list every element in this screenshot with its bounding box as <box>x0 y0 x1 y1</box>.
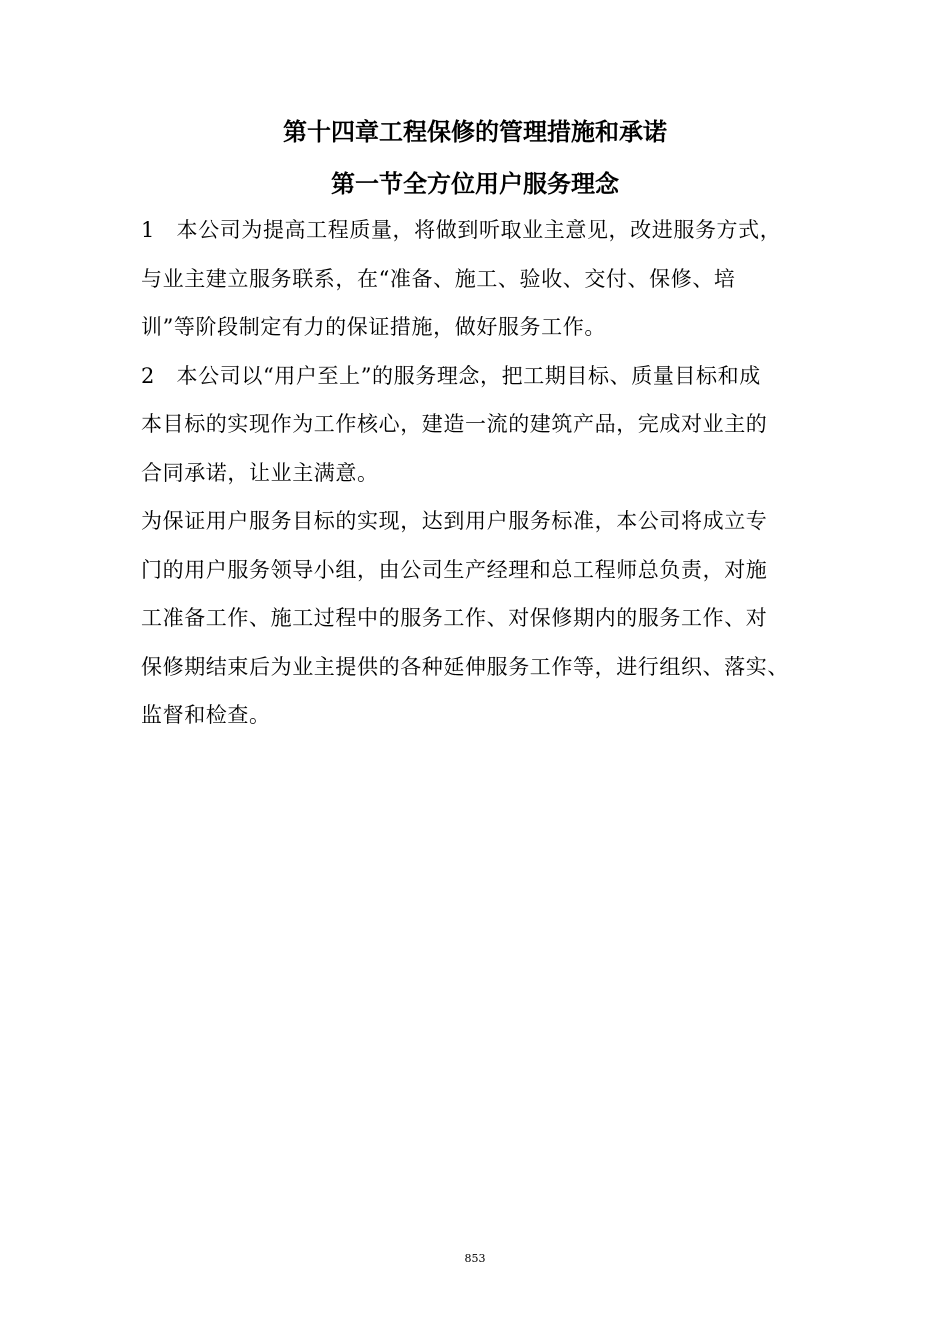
section-title: 第一节全方位用户服务理念 <box>331 170 619 198</box>
body-line: 本目标的实现作为工作核心，建造一流的建筑产品，完成对业主的 <box>141 412 768 436</box>
body-line: 训”等阶段制定有力的保证措施，做好服务工作。 <box>141 315 606 339</box>
body-line: 监督和检查。 <box>141 703 271 727</box>
page-number: 853 <box>464 1252 486 1265</box>
body-line: 为保证用户服务目标的实现，达到用户服务标准，本公司将成立专 <box>141 509 768 533</box>
body-line: 门的用户服务领导小组，由公司生产经理和总工程师总负责，对施 <box>141 557 768 582</box>
body-text <box>141 206 841 740</box>
body-line: 与业主建立服务联系，在“准备、施工、验收、交付、保修、培 <box>141 266 736 291</box>
body-line: 合同承诺，让业主满意。 <box>141 460 379 485</box>
chapter-title: 第十四章工程保修的管理措施和承诺 <box>283 118 667 146</box>
body-line: 2 本公司以“用户至上”的服务理念，把工期目标、质量目标和成 <box>141 363 761 388</box>
body-line: 工准备工作、施工过程中的服务工作、对保修期内的服务工作、对 <box>141 606 768 630</box>
body-line: 1 本公司为提高工程质量，将做到听取业主意见，改进服务方式， <box>141 218 782 242</box>
body-line: 保修期结束后为业主提供的各种延伸服务工作等，进行组织、落实、 <box>141 654 789 679</box>
